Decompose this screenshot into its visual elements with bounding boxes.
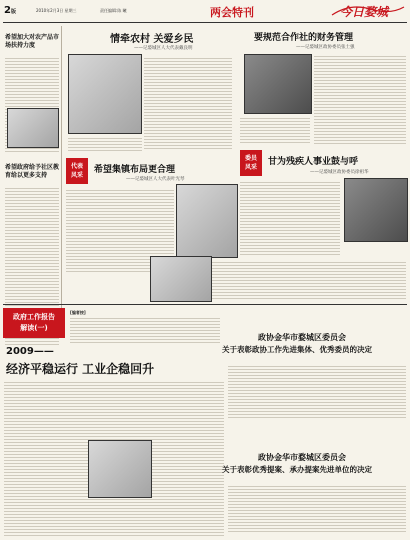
article-disabled [240,148,408,258]
article-subtitle: ——记婺城区政协委员张土强 [296,45,355,50]
left-divider [61,26,62,326]
left-headline-1: 希望加大对农产品市场扶持力度 [5,34,60,49]
article-body [240,180,340,256]
member-tag-line-1: 委员 [244,155,257,162]
article-title: 情牵农村 关爱乡民 [110,34,194,45]
decision-title-line-2: 关于表彰政协工作先进集体、优秀委员的决定 [222,345,372,354]
article-photo [176,184,238,258]
meeting-photo [150,256,212,302]
left-photo [7,108,59,148]
article-title: 甘为残疾人事业鼓与呼 [268,157,359,167]
article-subtitle: ——记婺城区人大代表叶光琴 [126,177,185,182]
article-body-bottom [68,136,142,152]
member-tag [240,150,262,176]
decision-1 [222,308,408,420]
left-headline-2: 希望政府给予社区教育给以更多支持 [5,164,60,179]
masthead [0,0,410,24]
editor-line: 责任编辑:陈 曦 [100,8,127,13]
editor-note-body [70,316,220,344]
paper-name: 今日婺城 [340,5,389,19]
section-title: 两会特刊 [210,6,254,19]
page-number: 2版 [4,5,16,16]
article-title: 希望集镇布局更合理 [94,165,176,175]
decision-body [228,364,406,418]
article-coop [236,26,408,146]
report-box [3,308,65,338]
decision-title-line-2: 关于表彰优秀提案、承办提案先进单位的决定 [222,465,372,474]
date-line: 2010年2月3日 星期三 [36,8,77,13]
article-title: 要规范合作社的财务管理 [254,33,354,43]
deputy-tag-line-2: 风采 [70,172,83,179]
article-countryside [64,26,234,154]
article-body [144,56,232,150]
article-subtitle: ——记婺城区政协委员徐祖华 [310,170,369,175]
middle-body [212,260,406,300]
masthead-rule [3,22,407,23]
decision-title-line-1: 政协金华市婺城区委员会 [258,453,346,462]
article-subtitle: ——记婺城区人大代表戴良明 [134,46,193,51]
report-box-line-1: 政府工作报告 [13,313,55,321]
deputy-tag-line-1: 代表 [70,163,83,170]
report-title: 经济平稳运行 工业企稳回升 [6,362,155,376]
editor-note-tag: [编者按] [70,310,86,315]
decision-body [228,484,406,534]
article-photo [344,178,408,242]
report-box-line-2: 解读(一) [20,324,48,332]
article-body-bottom [240,116,310,144]
member-tag-line-2: 风采 [244,164,257,171]
article-photo [244,54,312,114]
article-photo [68,54,142,134]
editor-note [70,310,220,344]
section-divider [3,304,407,305]
decision-title-line-1: 政协金华市婺城区委员会 [258,333,346,342]
deputy-tag [66,158,88,184]
decision-2 [222,422,408,536]
report-photo [88,440,152,498]
report-year: 2009—— [6,346,54,357]
article-body [314,54,406,144]
paper-logo [330,1,406,21]
